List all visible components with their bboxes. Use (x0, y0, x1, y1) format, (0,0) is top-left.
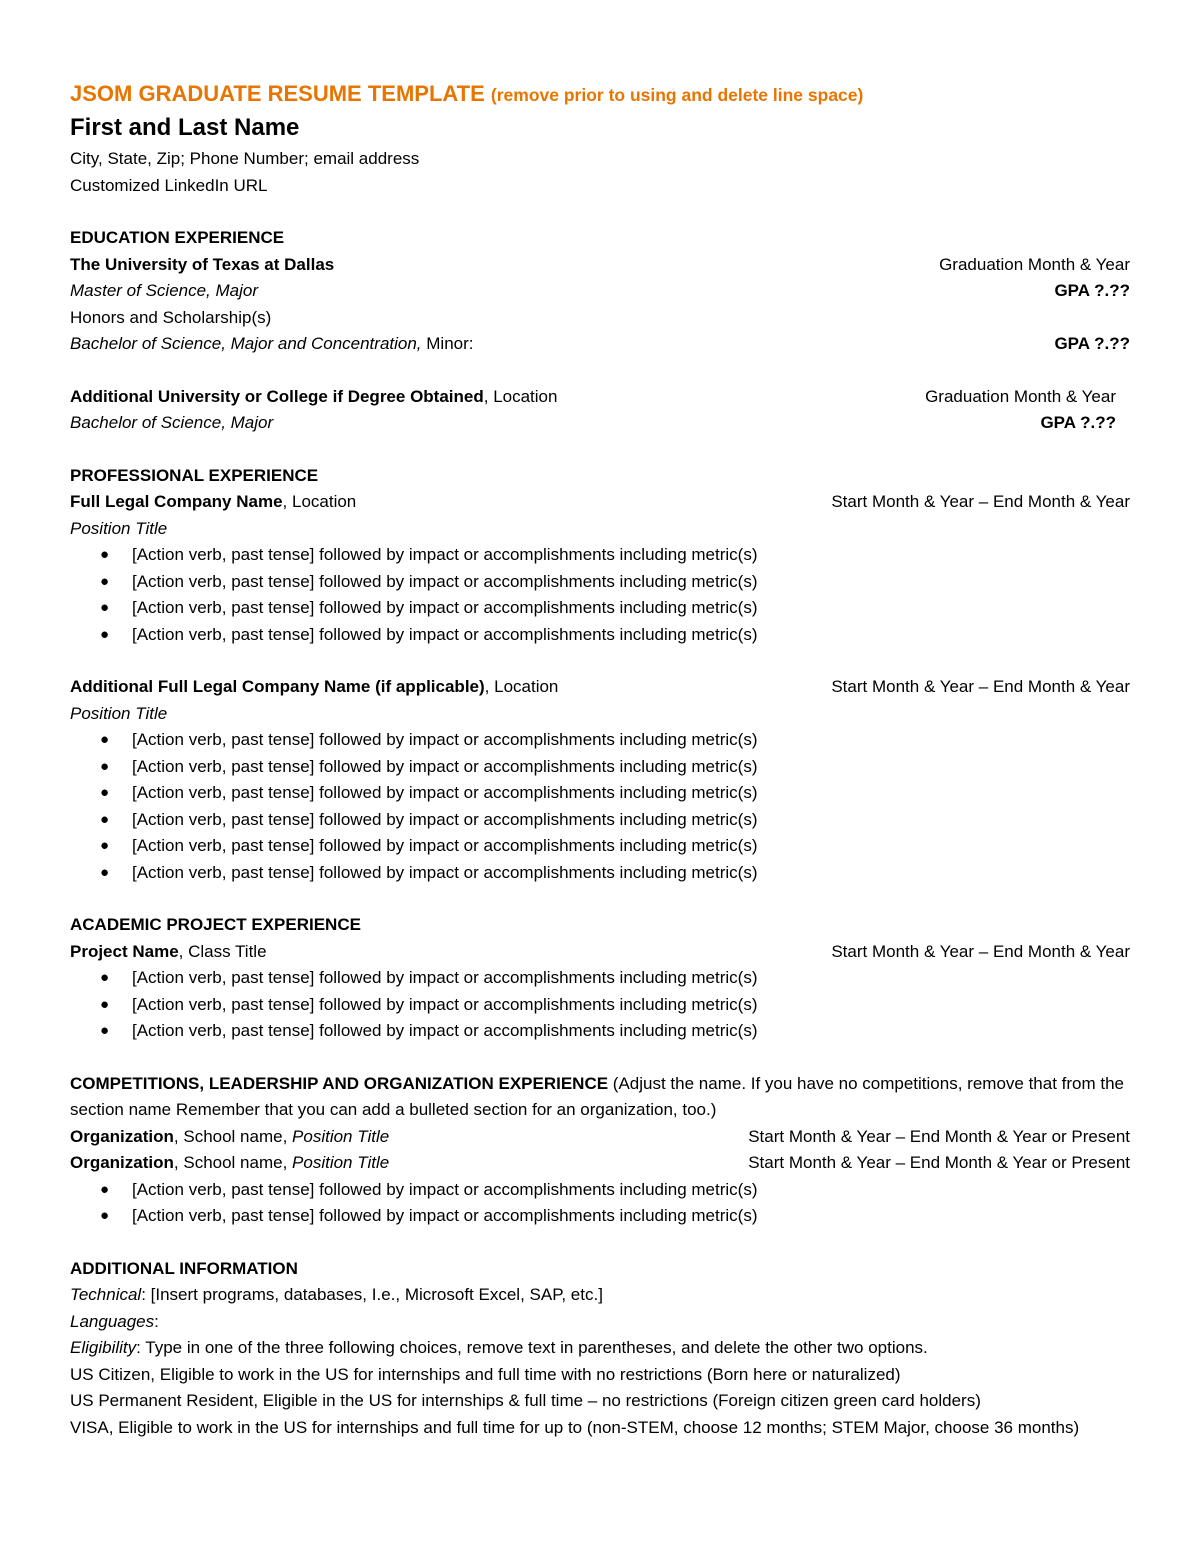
list-item (70, 807, 1130, 834)
list-item (70, 780, 1130, 807)
org1-text (70, 1124, 389, 1151)
project-name: Project Name (70, 941, 179, 961)
academic-heading (70, 912, 1130, 939)
option1-text: US Citizen, Eligible to work in the US for internships and full time with no restrictions (Born here or naturalized) (70, 1364, 901, 1384)
bullet-icon: ● (100, 969, 110, 986)
job2-text (70, 674, 558, 701)
degree2-minor: Minor: (421, 334, 474, 353)
list-item (70, 754, 1130, 781)
job1-location: , Location (282, 492, 357, 511)
job1-company: Full Legal Company Name (70, 492, 283, 511)
competitions-heading (70, 1071, 1130, 1124)
list-item (70, 965, 1130, 992)
org2-title: Position Title (292, 1153, 390, 1172)
bullet-icon: ● (100, 546, 110, 563)
job1-title-row (70, 516, 1130, 543)
spacer (70, 1230, 1130, 1256)
academic-heading-text: ACADEMIC PROJECT EXPERIENCE (70, 915, 361, 934)
school2-location: , Location (483, 386, 558, 406)
bullet-icon: ● (100, 863, 110, 881)
org1-title: Position Title (292, 1126, 390, 1146)
candidate-name: First and Last Name (70, 114, 300, 141)
bullet-text: [Action verb, past tense] followed by impact or accomplishments including metric(s) (132, 624, 758, 644)
job2-row (70, 674, 1130, 701)
bullet-icon: ● (100, 1180, 110, 1198)
bullet-text: [Action verb, past tense] followed by impact or accomplishments including metric(s) (132, 730, 758, 749)
list-item (70, 595, 1130, 622)
bullet-text: [Action verb, past tense] followed by impact or accomplishments including metric(s) (132, 598, 758, 617)
spacer (70, 437, 1130, 463)
bullet-text: [Action verb, past tense] followed by impact or accomplishments including metric(s) (132, 1206, 758, 1225)
eligibility-option2 (70, 1388, 1130, 1415)
additional-heading (70, 1256, 1130, 1283)
project-text (70, 939, 267, 966)
project-dates: Start Month & Year – End Month & Year (831, 941, 1130, 961)
project-bullet-list (70, 965, 1130, 1045)
technical-text: : [Insert programs, databases, I.e., Microsoft Excel, SAP, etc.] (141, 1285, 603, 1304)
competitions-bullet-list (70, 1177, 1130, 1230)
linkedin-text: Customized LinkedIn URL (70, 175, 268, 195)
bullet-text: [Action verb, past tense] followed by impact or accomplishments including metric(s) (132, 545, 758, 564)
education-heading-text: EDUCATION EXPERIENCE (70, 228, 285, 247)
education-school1-row (70, 252, 1130, 279)
education-school2-row (70, 384, 1130, 411)
honors-text: Honors and Scholarship(s) (70, 307, 272, 327)
resume-page (70, 78, 1130, 1441)
education-degree2-row (70, 331, 1130, 358)
school2-name: Additional University or College if Degree Obtained (70, 386, 484, 406)
bullet-text: [Action verb, past tense] followed by impact or accomplishments including metric(s) (132, 1021, 758, 1040)
org2-school: , School name, (173, 1153, 293, 1172)
school1-date: Graduation Month & Year (939, 254, 1130, 274)
degree2-gpa: GPA ?.?? (1054, 334, 1130, 353)
languages-label: Languages (70, 1311, 155, 1331)
bullet-text: [Action verb, past tense] followed by impact or accomplishments including metric(s) (132, 783, 758, 802)
bullet-text: [Action verb, past tense] followed by impact or accomplishments including metric(s) (132, 862, 758, 882)
bullet-icon: ● (100, 1207, 110, 1224)
list-item (70, 622, 1130, 649)
technical-row (70, 1282, 1130, 1309)
job2-title-row (70, 701, 1130, 728)
job2-bullet-list (70, 727, 1130, 886)
job1-bullet-list (70, 542, 1130, 648)
linkedin-line (70, 173, 1130, 200)
job1-title: Position Title (70, 518, 168, 538)
spacer (70, 886, 1130, 912)
option3-text: VISA, Eligible to work in the US for internships and full time for up to (non-STEM, choose 12 months; STEM Major, choose 36 months) (70, 1417, 1080, 1437)
degree3-gpa: GPA ?.?? (1040, 413, 1116, 432)
eligibility-row (70, 1335, 1130, 1362)
job1-dates: Start Month & Year – End Month & Year (831, 492, 1130, 511)
org1-school: , School name, (173, 1126, 293, 1146)
job2-title: Position Title (70, 703, 168, 723)
bullet-text: [Action verb, past tense] followed by impact or accomplishments including metric(s) (132, 1179, 758, 1199)
list-item (70, 833, 1130, 860)
spacer (70, 199, 1130, 225)
org1-dates: Start Month & Year – End Month & Year or Present (748, 1126, 1130, 1146)
job2-location: , Location (484, 677, 559, 696)
school2-text (70, 384, 557, 411)
list-item (70, 1203, 1130, 1230)
education-degree3-row (70, 410, 1130, 437)
spacer (70, 648, 1130, 674)
job1-text (70, 489, 356, 516)
bullet-text: [Action verb, past tense] followed by impact or accomplishments including metric(s) (132, 994, 758, 1014)
degree1-name: Master of Science, Major (70, 281, 259, 300)
eligibility-option3 (70, 1415, 1130, 1442)
job1-row (70, 489, 1130, 516)
org2-dates: Start Month & Year – End Month & Year or Present (748, 1153, 1130, 1172)
spacer (70, 358, 1130, 384)
school1-name: The University of Texas at Dallas (70, 254, 335, 274)
eligibility-label: Eligibility (70, 1338, 137, 1357)
list-item (70, 860, 1130, 887)
bullet-icon: ● (100, 625, 110, 643)
bullet-text: [Action verb, past tense] followed by impact or accomplishments including metric(s) (132, 756, 758, 776)
education-degree1-row (70, 278, 1130, 305)
list-item (70, 542, 1130, 569)
option2-text: US Permanent Resident, Eligible in the US for internships & full time – no restrictions (Foreign citizen green card holders) (70, 1391, 981, 1410)
project-class: , Class Title (178, 941, 267, 961)
bullet-icon: ● (100, 757, 110, 775)
professional-heading (70, 463, 1130, 490)
job2-company: Additional Full Legal Company Name (if applicable) (70, 677, 485, 696)
template-title (70, 78, 1130, 110)
org2-name: Organization (70, 1153, 174, 1172)
bullet-icon: ● (100, 731, 110, 748)
org1-row (70, 1124, 1130, 1151)
bullet-icon: ● (100, 810, 110, 828)
list-item (70, 1177, 1130, 1204)
degree2-italic: Bachelor of Science, Major and Concentration, (70, 334, 422, 353)
list-item (70, 727, 1130, 754)
bullet-icon: ● (100, 995, 110, 1013)
contact-text: City, State, Zip; Phone Number; email address (70, 149, 420, 168)
org1-name: Organization (70, 1126, 174, 1146)
project-row (70, 939, 1130, 966)
list-item (70, 1018, 1130, 1045)
bullet-icon: ● (100, 572, 110, 590)
spacer (70, 1045, 1130, 1071)
degree2-text (70, 331, 474, 358)
technical-label: Technical (70, 1285, 142, 1304)
competitions-note: (Adjust the name. If you have no competitions, remove that from the section name Remember that you can add a bulleted section for an organization, too.) (70, 1073, 1125, 1119)
additional-heading-text: ADDITIONAL INFORMATION (70, 1258, 298, 1278)
job2-dates: Start Month & Year – End Month & Year (831, 677, 1130, 696)
bullet-text: [Action verb, past tense] followed by impact or accomplishments including metric(s) (132, 809, 758, 829)
bullet-icon: ● (100, 599, 110, 616)
eligibility-text: : Type in one of the three following choices, remove text in parentheses, and delete the other two options. (136, 1338, 928, 1357)
bullet-icon: ● (100, 784, 110, 801)
template-title-note: (remove prior to using and delete line space) (490, 85, 864, 105)
languages-text: : (154, 1311, 159, 1331)
school2-date: Graduation Month & Year (925, 386, 1116, 406)
bullet-text: [Action verb, past tense] followed by impact or accomplishments including metric(s) (132, 836, 758, 855)
eligibility-option1 (70, 1362, 1130, 1389)
education-heading (70, 225, 1130, 252)
org2-text (70, 1150, 389, 1177)
bullet-text: [Action verb, past tense] followed by impact or accomplishments including metric(s) (132, 571, 758, 591)
list-item (70, 569, 1130, 596)
languages-row (70, 1309, 1130, 1336)
list-item (70, 992, 1130, 1019)
degree1-gpa: GPA ?.?? (1054, 281, 1130, 300)
contact-line (70, 146, 1130, 173)
bullet-icon: ● (100, 837, 110, 854)
bullet-text: [Action verb, past tense] followed by impact or accomplishments including metric(s) (132, 968, 758, 987)
education-honors-row (70, 305, 1130, 332)
org2-row (70, 1150, 1130, 1177)
competitions-heading-text: COMPETITIONS, LEADERSHIP AND ORGANIZATION EXPERIENCE (70, 1073, 609, 1093)
professional-heading-text: PROFESSIONAL EXPERIENCE (70, 465, 319, 485)
bullet-icon: ● (100, 1022, 110, 1039)
template-title-text: JSOM GRADUATE RESUME TEMPLATE (70, 81, 485, 106)
degree3-name: Bachelor of Science, Major (70, 413, 274, 432)
